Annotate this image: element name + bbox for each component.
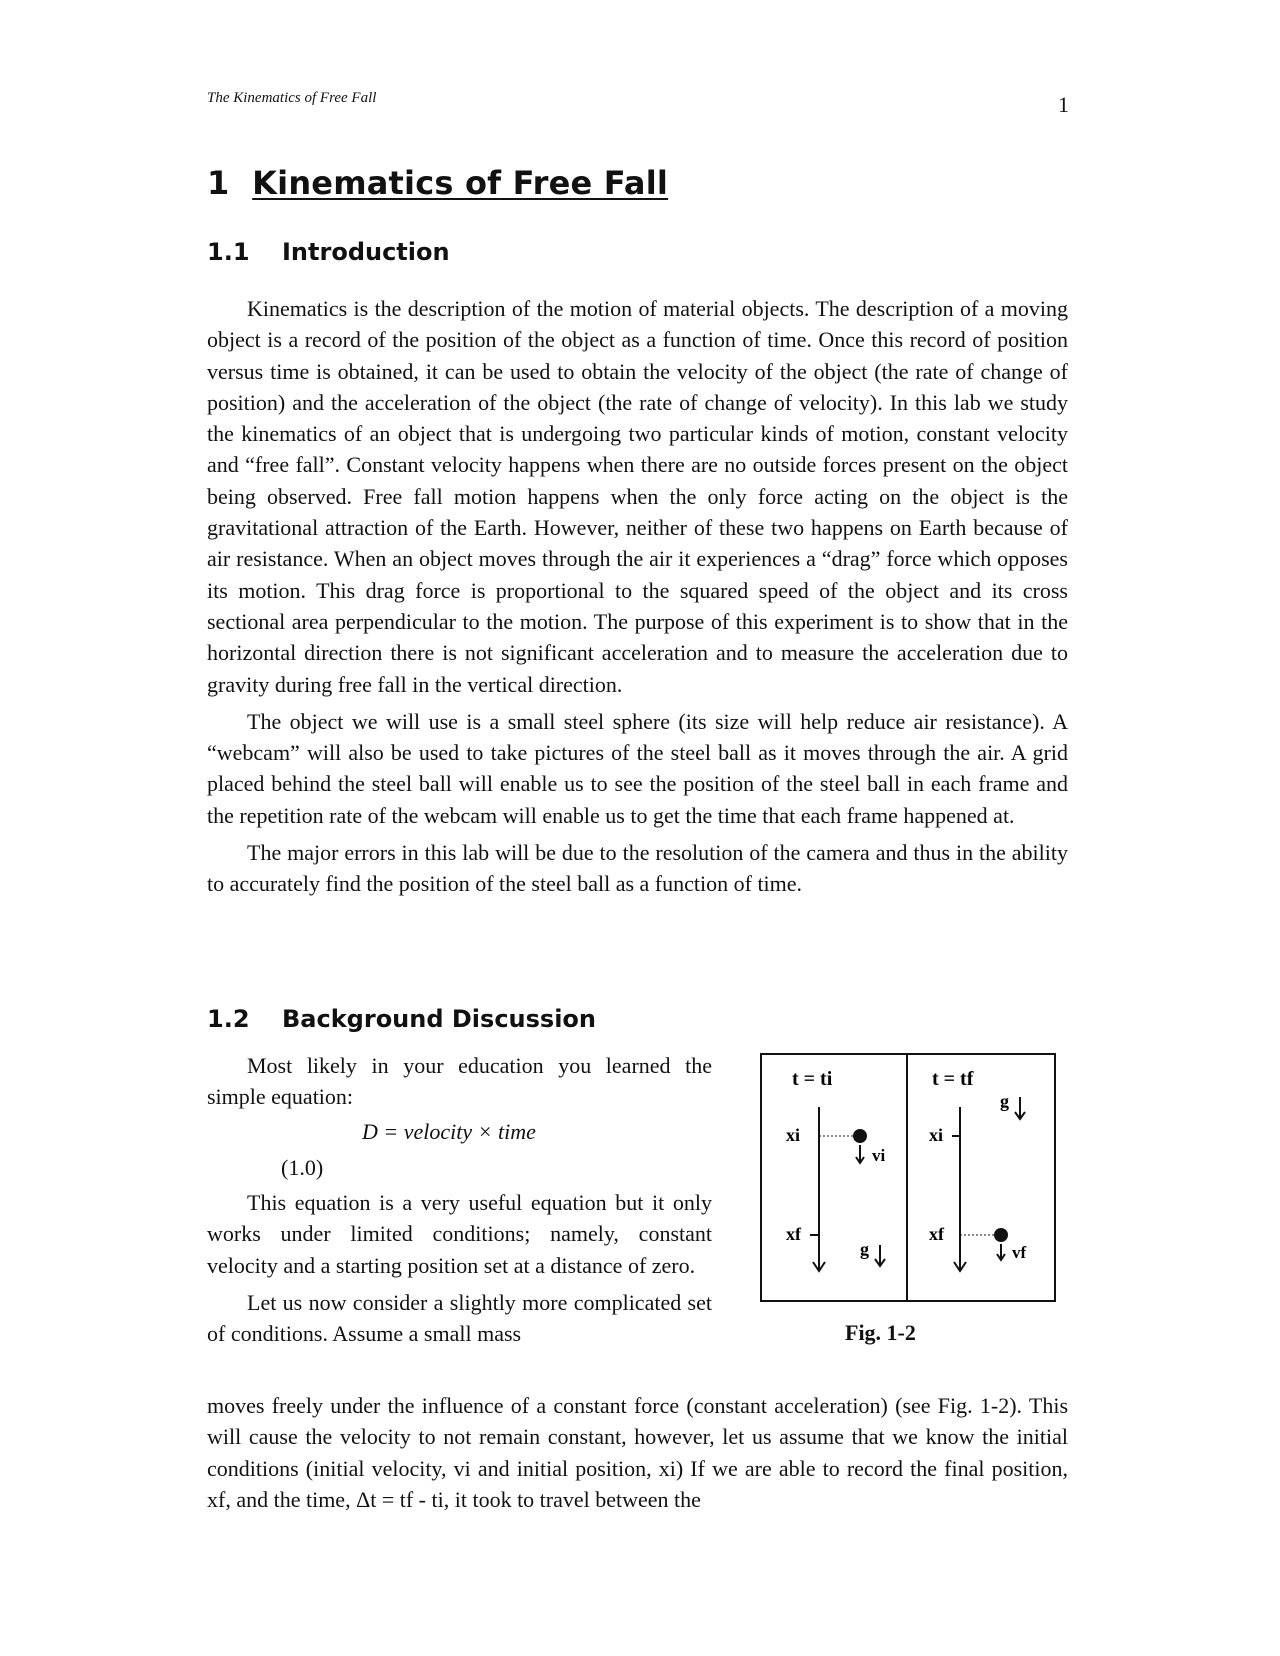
chapter-title-text: Kinematics of Free Fall (252, 164, 669, 202)
background-intro (207, 1050, 712, 1119)
steel-ball (994, 1228, 1008, 1242)
section-heading-background (207, 1005, 596, 1033)
xf-label: xf (929, 1224, 944, 1244)
paragraph: This equation is a very useful equation but it only works under limited conditions; namely, constant velocity and a starting position set at a distance of zero. (207, 1190, 712, 1278)
chapter-title (207, 164, 668, 202)
running-title: The Kinematics of Free Fall (207, 90, 377, 106)
chapter-number: 1 (207, 164, 230, 202)
xf-label: xf (786, 1224, 801, 1244)
steel-ball (853, 1129, 867, 1143)
xi-label: xi (786, 1125, 801, 1145)
paragraph: The major errors in this lab will be due to the resolution of the camera and thus in the ability to accurately find the position of the steel ball as a function of time. (207, 840, 1068, 897)
figure-caption: Fig. 1-2 (845, 1320, 916, 1345)
page-number: 1 (1058, 92, 1069, 117)
figure-free-fall-diagram (760, 1053, 1056, 1302)
paragraph: Most likely in your education you learned the simple equation: (207, 1053, 712, 1110)
paragraph: The object we will use is a small steel sphere (its size will help reduce air resistance). A “webcam” will also be used to take pictures of the steel ball as it moves through the air. A grid placed behind the steel ball will enable us to see the position of the steel ball in each frame and the repetition rate of the webcam will enable us to get the time that each frame happened at. (207, 708, 1068, 828)
section-number: 1.1 (207, 238, 250, 266)
paragraph: Let us now consider a slightly more complicated set of conditions. Assume a small mass (207, 1289, 712, 1347)
section-title: Background Discussion (282, 1005, 597, 1033)
g-label: g (1000, 1091, 1009, 1111)
vf-label: vf (1012, 1243, 1027, 1262)
equation: D = velocity × time (362, 1119, 536, 1144)
g-label: g (860, 1239, 869, 1259)
paragraph: Kinematics is the description of the motion of material objects. The description of a moving object is a record of the position of the object as a function of time. Once this record of position versus time is obtained, it can be used to obtain the velocity of the object (the rate of change of position) and the acceleration of the object (the rate of change of velocity). In this lab we study the kinematics of an object that is undergoing two particular kinds of motion, constant velocity and “free fall”. Constant velocity happens when there are no outside forces present on the object being observed. Free fall motion happens when the only force acting on the object is the gravitational attraction of the Earth. However, neither of these two happens on Earth because of air resistance. When an object moves through the air it experiences a “drag” force which opposes its motion. This drag force is proportional to the squared speed of the object and its cross sectional area perpendicular to the motion. The purpose of this experiment is to show that in the horizontal direction there is not significant acceleration and to measure the acceleration due to gravity during free fall in the vertical direction. (207, 296, 1068, 697)
background-body (207, 1187, 712, 1355)
background-continuation: moves freely under the influence of a constant force (constant acceleration) (see Fig. 1-2). This will cause the velocity to not remain constant, however, let us assume that we know the initial conditions (initial velocity, vi and initial position, xi) If we are able to record the final position, xf, and the time, Δt = tf - ti, it took to travel between the (207, 1393, 1068, 1512)
section-title: Introduction (282, 238, 450, 266)
section-number: 1.2 (207, 1005, 250, 1033)
figure-drawing (762, 1055, 1054, 1300)
section-heading-introduction (207, 238, 450, 266)
introduction-body (207, 293, 1068, 906)
xi-label: xi (929, 1125, 944, 1145)
time-label-final: t = tf (932, 1068, 974, 1090)
time-label-initial: t = ti (792, 1068, 833, 1090)
equation-number: (1.0) (281, 1155, 324, 1180)
vi-label: vi (872, 1146, 886, 1165)
